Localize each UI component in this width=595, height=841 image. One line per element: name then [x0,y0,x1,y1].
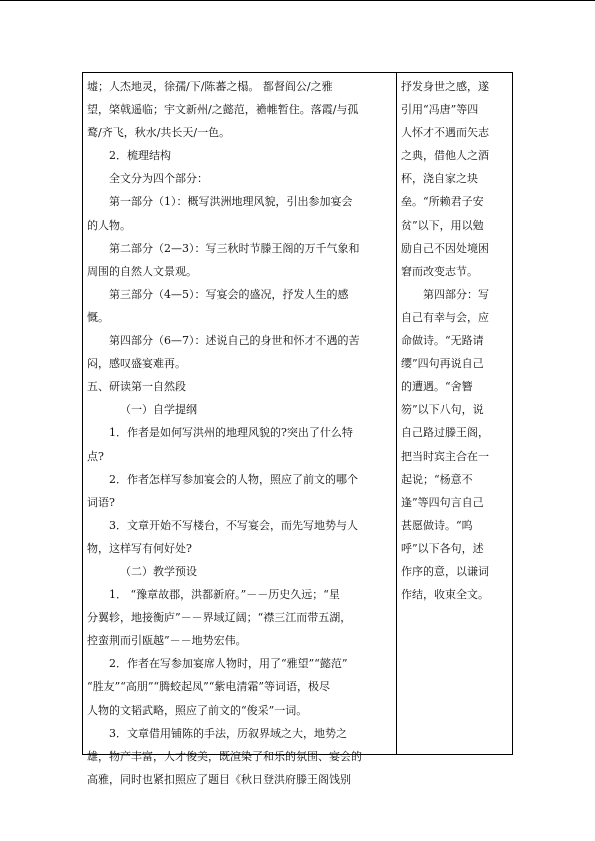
lesson-text-line: 第三部分（4—5）：写宴会的盛况，抒发人生的感 [109,287,349,301]
lesson-text-line: 的人物。 [87,218,131,232]
note-text-line: 呼”以下各句，述 [401,541,484,555]
column-divider [396,73,397,754]
note-text-line: 垒。“所赖君子安 [401,195,484,209]
lesson-text-line: 墟；人杰地灵，徐孺/下/陈蕃之榻。 都督阎公/之雅 [87,80,333,93]
header-rule [0,0,595,1]
lesson-text-line: 1． “豫章故郡，洪都新府。”－－历史久远；“星 [109,588,340,602]
lesson-text-line: 2．梳理结构 [109,149,171,163]
note-text-line: 甚愿做诗。“呜 [401,518,473,532]
note-text-line: 励自己不因处境困 [401,241,489,255]
lesson-text-line: （一）自学提纲 [120,403,197,417]
note-text-line: 把当时宾主合在一 [401,449,489,463]
note-text-line: 逢”等四句言自己 [401,495,484,509]
note-text-line: 之典，借他人之酒 [401,149,489,163]
note-text-line: 的遭遇。“舍簪 [401,380,473,394]
lesson-text-line: 全文分为四个部分： [109,172,208,186]
note-text-line: 第四部分：写 [423,287,489,301]
lesson-text-line: 分翼轸，地接衡庐”－－界域辽阔；“襟三江而带五湖， [87,611,352,625]
note-text-line: 命做诗。“无路请 [401,334,484,348]
note-text-line: 起说；“杨意不 [401,472,473,486]
lesson-text-line: 周围的自然人文景观。 [87,264,197,278]
lesson-text-line: 2．作者在写参加宴席人物时，用了“雅望”“懿范” [109,657,348,671]
lesson-text-line: 第四部分（6—7）：述说自己的身世和怀才不遇的苦 [109,334,360,348]
lesson-text-line: 慨。 [87,310,109,324]
note-text-line: 自己有幸与会，应 [401,310,489,324]
note-text-line: 窘而改变志节。 [401,264,478,278]
lesson-text-line: 望，棨戟遥临；宇文新州/之懿范，襜帷暂住。落霞/与孤 [87,103,359,117]
note-text-line: 笏”以下八句，说 [401,403,484,417]
note-text-line: 作序的意，以谦词 [401,564,489,578]
lesson-text-line: 词语? [87,495,115,509]
lesson-text-line: 高雅，同时也紧扣照应了题目《秋日登洪府滕王阁饯别 [87,772,351,786]
note-text-line: 作结，收束全文。 [401,588,489,602]
lesson-text-line: 控蛮荆而引瓯越”－－地势宏伟。 [87,634,247,648]
lesson-text-line: 第一部分（1）：概写洪洲地理风貌，引出参加宴会 [109,195,353,209]
lesson-text-line: 第二部分（2—3）：写三秋时节滕王阁的万千气象和 [109,241,360,255]
lesson-text-line: 鹜/齐飞，秋水/共长天/一色。 [87,126,231,140]
lesson-text-line: 1．作者是如何写洪州的地理风貌的?突出了什么特 [109,426,353,440]
lesson-table [82,72,513,786]
lesson-text-line: “胜友”“高朋”“腾蛟起凤”“紫电清霜”等词语，极尽 [87,680,330,694]
note-text-line: 人怀才不遇而矢志 [401,126,489,140]
note-text-line: 杯，浇自家之块 [401,172,478,186]
lesson-content-column [87,75,393,791]
lesson-text-line: 闷，感叹盛宴难再。 [87,357,186,371]
lesson-text-line: 3．文章开始不写楼台，不写宴会，而先写地势与人 [109,518,358,532]
lesson-text-line: （二）教学预设 [120,564,197,578]
lesson-text-line: 物，这样写有何好处? [87,541,192,555]
lesson-text-line: 2．作者怎样写参加宴会的人物，照应了前文的哪个 [109,472,358,486]
note-text-line: 自己路过滕王阁， [401,426,489,440]
lesson-text-line: 雄，物产丰富，人才俊美，既渲染了和乐的氛围、宴会的 [87,749,362,763]
note-text-line: 抒发身世之感，遂 [401,80,489,93]
note-text-line: 缨”四句再说自己 [401,357,484,371]
note-text-line: 引用“冯唐”等四 [401,103,479,117]
note-text-line: 贫”以下，用以勉 [401,218,484,232]
lesson-text-line: 五、研读第一自然段 [87,380,186,394]
lesson-text-line: 3．文章借用铺陈的手法，历叙界域之大，地势之 [109,726,347,740]
notes-column [401,75,511,606]
lesson-text-line: 点? [87,449,104,463]
lesson-text-line: 人物的文韬武略，照应了前文的“俊采”一词。 [87,703,308,717]
